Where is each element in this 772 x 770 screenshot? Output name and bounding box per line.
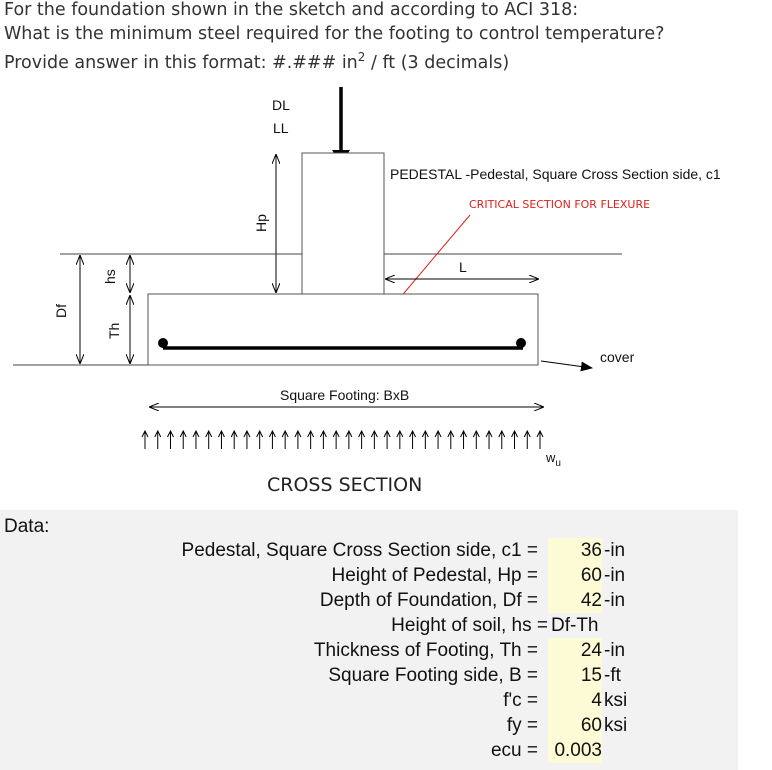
data-row-label: Thickness of Footing, Th = xyxy=(313,640,538,661)
rebar-left-dot xyxy=(158,338,168,348)
data-row-hs xyxy=(0,613,772,638)
data-row-value: 4 xyxy=(548,688,602,713)
data-row-value: 36 xyxy=(548,538,602,563)
data-row-unit: -in xyxy=(604,540,626,561)
data-row-unit: -in xyxy=(604,590,626,611)
question-line-3-suffix: / ft (3 decimals) xyxy=(365,52,510,73)
pedestal-label: PEDESTAL -Pedestal, Square Cross Section side, c1 xyxy=(390,166,721,182)
data-row-label: Height of soil, hs = xyxy=(391,615,548,636)
data-row-ecu xyxy=(0,738,772,763)
data-row-label: ecu = xyxy=(490,740,538,761)
data-row-c1 xyxy=(0,538,772,563)
data-row-value: 15 xyxy=(548,663,602,688)
data-row-unit: ksi xyxy=(604,715,628,736)
critical-section-label: CRITICAL SECTION FOR FLEXURE xyxy=(469,198,651,211)
question-line-3 xyxy=(4,50,509,73)
data-row-label: fy = xyxy=(506,715,538,736)
data-row-value: 0.003 xyxy=(548,738,602,763)
question-line-3-prefix: Provide answer in this format: #.### in xyxy=(4,52,358,73)
hs-label: hs xyxy=(102,269,118,284)
data-row-hp xyxy=(0,563,772,588)
foundation-diagram xyxy=(0,80,772,510)
data-row-label: Depth of Foundation, Df = xyxy=(319,590,538,611)
cover-arrow xyxy=(541,361,592,368)
question-line-1: For the foundation shown in the sketch and according to ACI 318: xyxy=(4,0,579,20)
hp-label: Hp xyxy=(253,214,269,232)
cross-section-title: CROSS SECTION xyxy=(267,474,423,496)
data-row-value: 24 xyxy=(548,638,602,663)
pedestal xyxy=(302,153,384,294)
data-row-label: Square Footing side, B = xyxy=(328,665,538,686)
data-row-label: Height of Pedestal, Hp = xyxy=(331,565,538,586)
footing xyxy=(148,294,538,365)
data-row-formula: Df-Th xyxy=(551,615,599,636)
dl-label: DL xyxy=(272,97,290,113)
data-row-b xyxy=(0,663,772,688)
df-label: Df xyxy=(53,304,69,318)
data-row-df xyxy=(0,588,772,613)
data-row-th xyxy=(0,638,772,663)
data-row-unit: ksi xyxy=(604,690,628,711)
question-line-3-sup: 2 xyxy=(357,50,366,64)
ll-label: LL xyxy=(273,120,289,136)
wu-label xyxy=(545,450,561,469)
data-row-value: 60 xyxy=(548,713,602,738)
data-title: Data: xyxy=(4,516,50,537)
l-label: L xyxy=(459,259,467,275)
data-row-unit: -in xyxy=(604,640,626,661)
data-row-fy xyxy=(0,713,772,738)
th-label: Th xyxy=(106,322,122,339)
rebar-right-dot xyxy=(516,338,526,348)
footing-label: Square Footing: BxB xyxy=(280,387,410,403)
data-row-value: 42 xyxy=(548,588,602,613)
cover-label: cover xyxy=(600,349,635,365)
data-row-value: 60 xyxy=(548,563,602,588)
question-line-2: What is the minimum steel required for the footing to control temperature? xyxy=(4,24,665,44)
soil-pressure-arrows xyxy=(142,431,543,449)
wu-sub: u xyxy=(555,458,561,469)
data-row-unit: -ft xyxy=(604,665,621,686)
data-row-fc xyxy=(0,688,772,713)
data-row-label: f'c = xyxy=(503,690,538,711)
data-row-unit: -in xyxy=(604,565,626,586)
wu-main: w xyxy=(546,450,556,465)
data-row-label: Pedestal, Square Cross Section side, c1 = xyxy=(181,540,538,561)
